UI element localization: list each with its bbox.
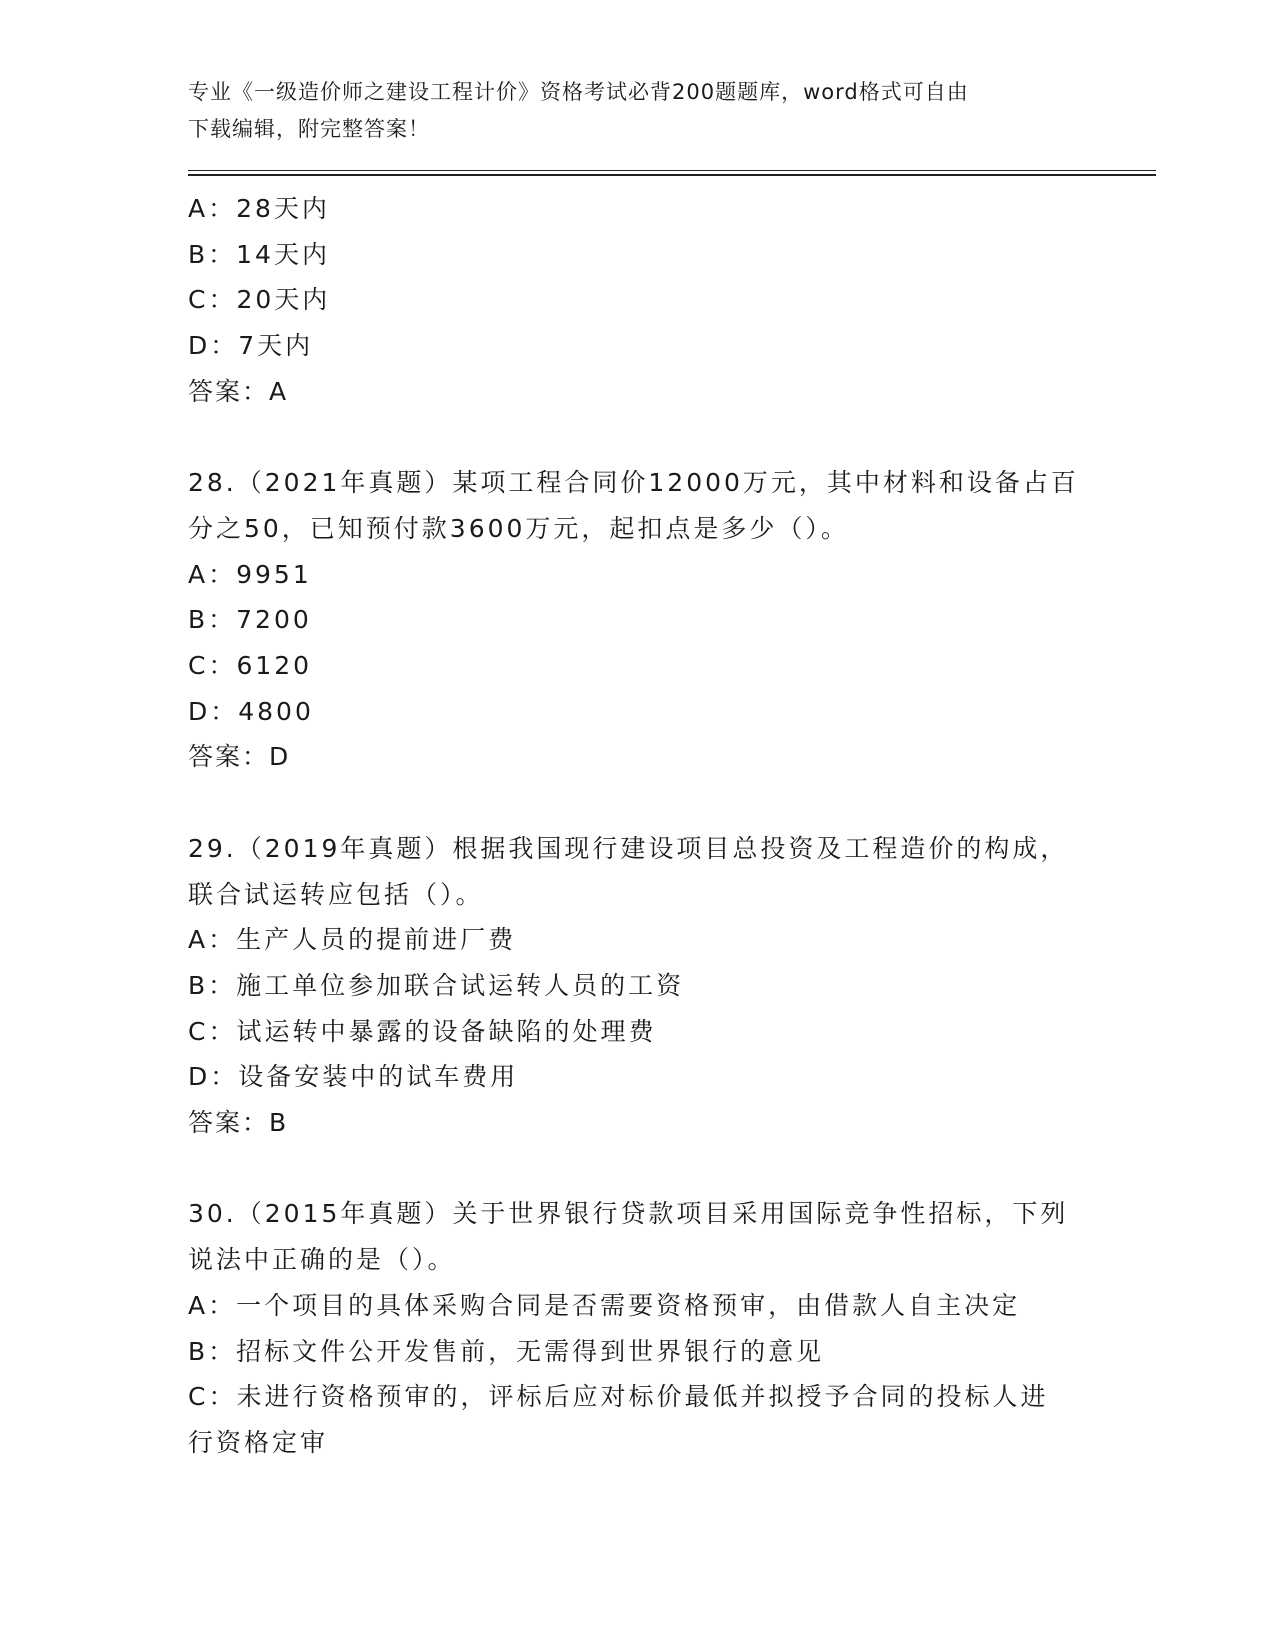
document-body [188, 186, 1088, 1466]
option-c: C：6120 [188, 651, 313, 681]
option-b: B：施工单位参加联合试运转人员的工资 [188, 970, 685, 1000]
spacer [188, 1146, 1088, 1192]
option-b: B：7200 [188, 605, 312, 635]
option-c: C：20天内 [188, 285, 331, 315]
question-stem-cont: 分之50，已知预付款3600万元，起扣点是多少（）。 [188, 513, 849, 543]
option-c: C：试运转中暴露的设备缺陷的处理费 [188, 1016, 657, 1046]
spacer [188, 780, 1088, 826]
spacer [188, 415, 1088, 461]
option-a: A：28天内 [188, 194, 330, 223]
question-stem: 30.（2015年真题）关于世界银行贷款项目采用国际竞争性招标，下列 [188, 1199, 1069, 1229]
answer-29: 答案：B [188, 1108, 289, 1138]
header-line-2: 下载编辑，附完整答案！ [188, 117, 430, 141]
option-b: B：招标文件公开发售前，无需得到世界银行的意见 [188, 1336, 825, 1366]
option-d: D：7天内 [188, 331, 314, 361]
option-c: C：未进行资格预审的，评标后应对标价最低并拟授予合同的投标人进 [188, 1382, 1049, 1412]
question-27-options [188, 186, 1088, 369]
question-stem-cont: 联合试运转应包括（）。 [188, 879, 484, 909]
question-29 [188, 826, 1088, 1146]
option-a: A：9951 [188, 559, 312, 589]
option-b: B：14天内 [188, 239, 330, 269]
option-a: A：一个项目的具体采购合同是否需要资格预审，由借款人自主决定 [188, 1290, 1021, 1320]
question-stem-cont: 说法中正确的是（）。 [188, 1245, 456, 1275]
answer-27: 答案：A [188, 376, 289, 406]
answer-28: 答案：D [188, 742, 291, 772]
question-stem: 29.（2019年真题）根据我国现行建设项目总投资及工程造价的构成， [188, 833, 1069, 863]
option-d: D：4800 [188, 696, 314, 726]
header-divider-top [188, 170, 1156, 171]
header-divider-bottom [188, 174, 1156, 176]
question-stem: 28.（2021年真题）某项工程合同价12000万元，其中材料和设备占百 [188, 468, 1079, 498]
option-a: A：生产人员的提前进厂费 [188, 925, 517, 955]
page-header [188, 74, 1068, 148]
option-c-cont: 行资格定审 [188, 1427, 329, 1457]
option-d: D：设备安装中的试车费用 [188, 1062, 519, 1092]
question-30 [188, 1191, 1088, 1465]
header-line-1: 专业《一级造价师之建设工程计价》资格考试必背200题题库，word格式可自由 [188, 80, 969, 104]
question-28 [188, 460, 1088, 780]
